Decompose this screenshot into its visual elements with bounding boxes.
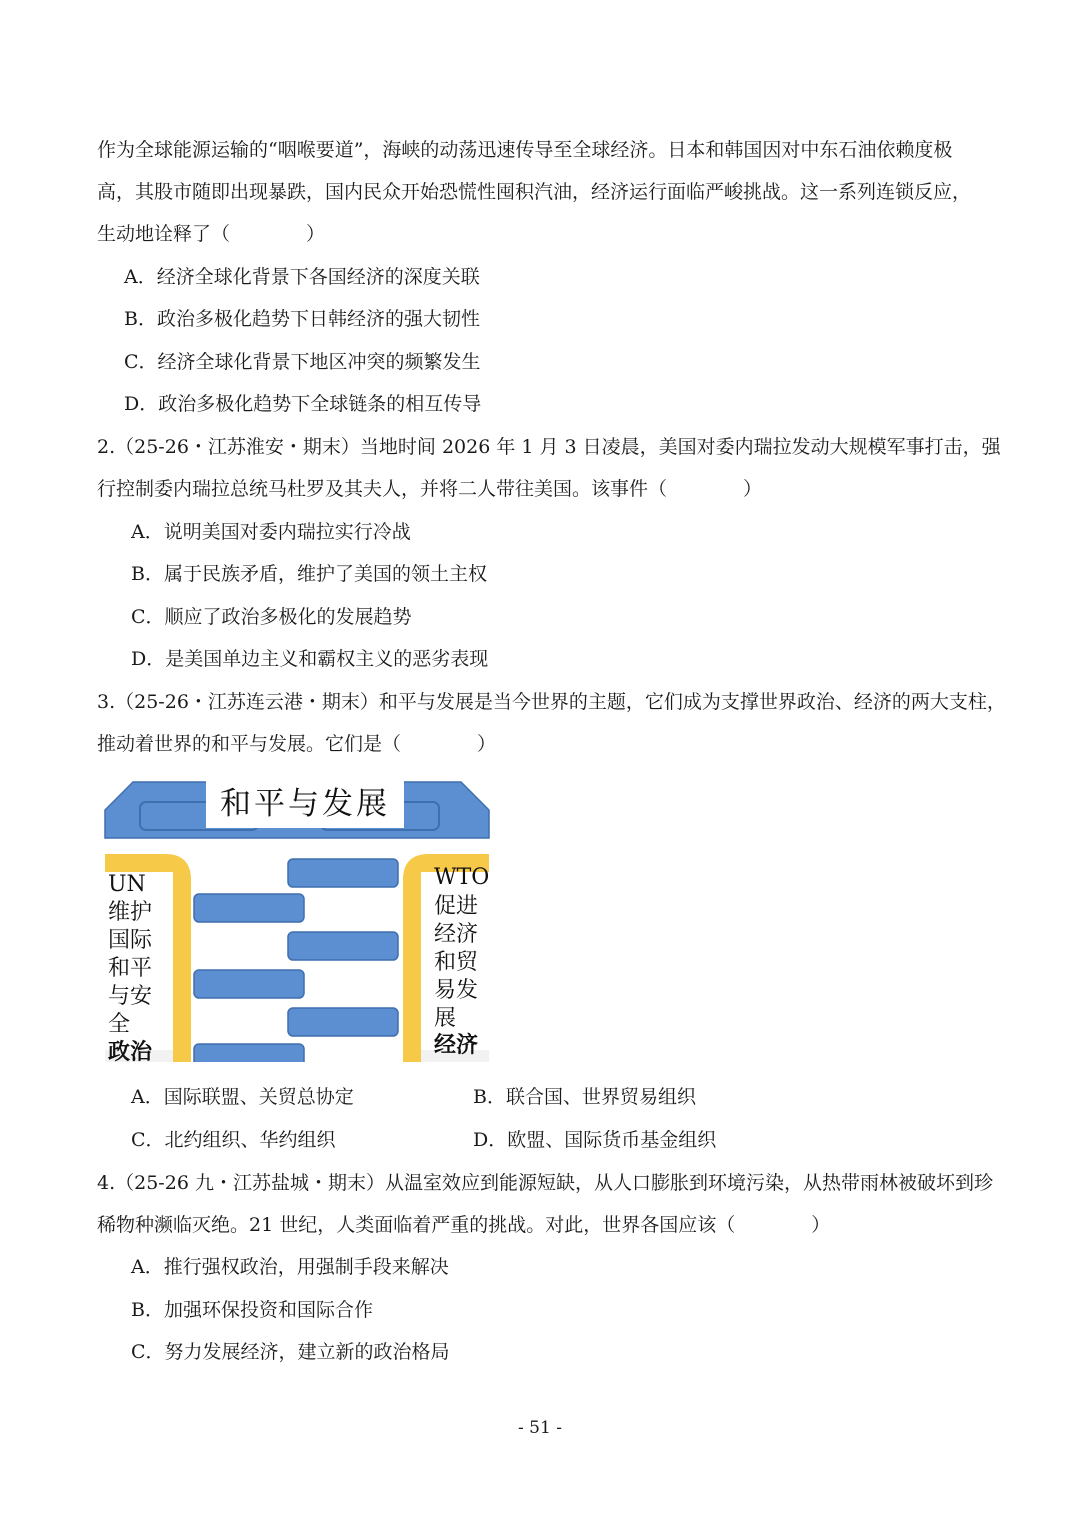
q4-stem-line-2: 稀物种濒临灭绝。21 世纪，人类面临着严重的挑战。对此，世界各国应该（ ） [97, 1214, 831, 1236]
q3-stem-line-2: 推动着世界的和平与发展。它们是（ ） [97, 733, 497, 755]
left-pillar-line: UN [108, 872, 146, 897]
q4-stem-line-1: 4.（25-26 九・江苏盐城・期末）从温室效应到能源短缺，从人口膨胀到环境污染，从热带雨林被破坏到珍 [97, 1172, 993, 1194]
left-pillar-line: 全 [108, 1012, 131, 1037]
diagram-blank-box [194, 970, 304, 998]
diagram-blank-box [194, 1044, 304, 1062]
left-pillar-category: 政治 [108, 1039, 153, 1062]
page-number: - 51 - [518, 1418, 562, 1438]
q2-option-a: A．说明美国对委内瑞拉实行冷战 [131, 521, 411, 543]
q2-option-d: D．是美国单边主义和霸权主义的恶劣表现 [131, 648, 489, 670]
diagram-blank-box [194, 894, 304, 922]
q1-option-b: B．政治多极化趋势下日韩经济的强大韧性 [124, 308, 480, 330]
q3-option-b: B．联合国、世界贸易组织 [473, 1086, 696, 1108]
q3-option-c: C．北约组织、华约组织 [131, 1129, 336, 1151]
right-pillar-line: 经济 [434, 922, 479, 947]
left-pillar-line: 与安 [108, 984, 153, 1009]
q2-option-c: C．顺应了政治多极化的发展趋势 [131, 606, 412, 628]
right-pillar-line: 和贸 [434, 950, 479, 975]
diagram-blank-box [288, 859, 398, 887]
right-pillar-line: WTO [434, 865, 490, 890]
q1-stem-line-2: 高，其股市随即出现暴跌，国内民众开始恐慌性囤积汽油，经济运行面临严峻挑战。这一系列连锁反应， [97, 181, 972, 203]
q4-option-b: B．加强环保投资和国际合作 [131, 1299, 373, 1321]
diagram-blank-box [288, 932, 398, 960]
peace-development-diagram [103, 780, 491, 1062]
left-pillar-line: 和平 [108, 956, 153, 981]
right-pillar-line: 易发 [434, 978, 479, 1003]
q1-stem-line-3: 生动地诠释了（ ） [97, 223, 326, 245]
q1-option-d: D．政治多极化趋势下全球链条的相互传导 [124, 393, 482, 415]
left-pillar-line: 维护 [108, 900, 153, 925]
right-pillar-line: 促进 [434, 894, 479, 919]
diagram-blank-box [288, 1008, 398, 1036]
q2-option-b: B．属于民族矛盾，维护了美国的领土主权 [131, 563, 487, 585]
q2-stem-line-2: 行控制委内瑞拉总统马杜罗及其夫人，并将二人带往美国。该事件（ ） [97, 478, 763, 500]
q3-option-a: A．国际联盟、关贸总协定 [131, 1086, 354, 1108]
q1-option-a: A．经济全球化背景下各国经济的深度关联 [124, 266, 480, 288]
q3-stem-line-1: 3.（25-26・江苏连云港・期末）和平与发展是当今世界的主题，它们成为支撑世界政治、经济的两大支柱， [97, 691, 1006, 713]
q1-option-c: C．经济全球化背景下地区冲突的频繁发生 [124, 351, 481, 373]
left-pillar-line: 国际 [108, 928, 153, 953]
q1-stem-line-1: 作为全球能源运输的“咽喉要道”，海峡的动荡迅速传导至全球经济。日本和韩国因对中东石油依赖度极 [97, 139, 953, 161]
q4-option-c: C．努力发展经济，建立新的政治格局 [131, 1341, 450, 1363]
q4-option-a: A．推行强权政治，用强制手段来解决 [131, 1256, 449, 1278]
right-pillar-category: 经济 [434, 1032, 479, 1058]
q2-stem-line-1: 2.（25-26・江苏淮安・期末）当地时间 2026 年 1 月 3 日凌晨，美国对委内瑞拉发动大规模军事打击，强 [97, 436, 1001, 458]
diagram-title: 和平与发展 [220, 786, 390, 822]
right-pillar-line: 展 [434, 1006, 457, 1031]
q3-option-d: D．欧盟、国际货币基金组织 [473, 1129, 717, 1151]
